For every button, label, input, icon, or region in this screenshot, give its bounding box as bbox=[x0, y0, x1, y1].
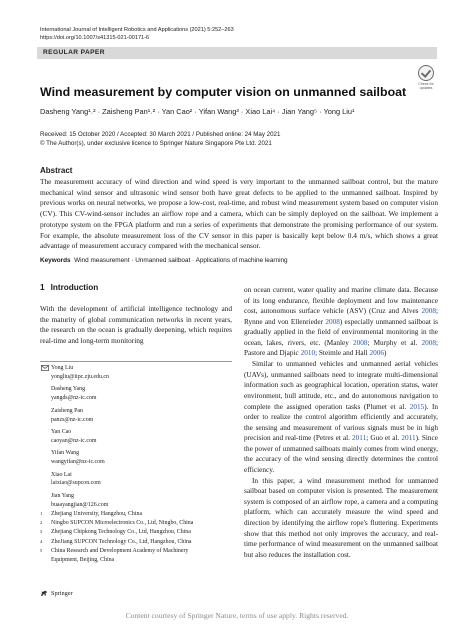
affiliation-item: Equipment, Beijing, China bbox=[51, 557, 115, 564]
author-list: Dasheng Yang¹˒² · Zaisheng Pan¹˒² · Yan Cao² · Yifan Wang³ · Xiao Lai⁴ · Jian Yang⁵ · Yong Liu¹ bbox=[40, 107, 355, 116]
intro-paragraph: With the development of artificial intelligence technology and the maturity of global communication networks in recent years, the research on the ocean is gradually deepening, which requires real-time and long-term monitoring bbox=[40, 304, 232, 346]
contact-name: Jian Yang bbox=[51, 492, 74, 499]
citation-link[interactable]: 2011 bbox=[352, 434, 367, 443]
section-heading-introduction bbox=[40, 283, 98, 292]
citation-link[interactable]: 2015 bbox=[409, 402, 425, 411]
abstract-text: The measurement accuracy of wind direction and wind speed is very important to the unmanned sailboat control, but the mature mechanical wind sensor and ultrasonic wind sensor both have great defects to be applied to the unmanned sailboat. Inspired by previous works on neural networks, we propose a low-cost, real-time, and robust wind measurement system based on computer vision (CV). This CV-wind-sensor includes an airflow rope and a camera, which can be simply deployed on the sailboat. We implement a prototype system on the FPGA platform and run a series of experiments that demonstrate the promising performance of our system. For example, the absolute measurement loss of the CV sensor in this paper is basically kept below 0.4 m/s, which shows a great advantage of measurement accuracy compared with the mechanical sensor. bbox=[40, 177, 438, 251]
affiliation-item: 1 Zhejiang University, Hangzhou, China bbox=[40, 511, 143, 517]
contact-email[interactable]: laixiao@supcon.com bbox=[51, 480, 101, 487]
footnote-divider bbox=[40, 361, 232, 362]
publisher-name: Springer bbox=[51, 590, 73, 597]
contact-email[interactable]: panzs@nz-ic.com bbox=[51, 416, 94, 423]
contact-name: Yan Cao bbox=[51, 428, 72, 435]
article-type-bar bbox=[37, 47, 437, 59]
contact-name: Zaisheng Pan bbox=[51, 407, 83, 414]
keywords-label: Keywords bbox=[40, 257, 71, 264]
contact-name: Xiao Lai bbox=[51, 471, 72, 478]
contact-email[interactable]: caoyan@nz-ic.com bbox=[51, 437, 97, 444]
courtesy-notice: Content courtesy of Springer Nature, terms of use apply. Rights reserved. bbox=[125, 611, 349, 620]
body-paragraph: In this paper, a wind measurement method for unmanned sailboat based on computer vision is presented. The measurement system is composed of an airflow rope, a camera and a computing platform, which can accurately measure the wind speed and direction by identifying the airflow rope's fluttering. Experiments show that this method not only improves the accuracy, and real-time performance of wind measurement on the unmanned sailboat but also reduces the installation cost. bbox=[244, 476, 438, 559]
affiliation-item: 4 ZheJiang SUPCON Technology Co., Ltd, Hangzhou, China bbox=[40, 538, 192, 545]
citation-link[interactable]: 2008 bbox=[421, 307, 436, 316]
article-type-label: REGULAR PAPER bbox=[43, 48, 105, 56]
keywords bbox=[40, 257, 288, 264]
contact-name: Yong Liu bbox=[51, 365, 74, 371]
section-title: Introduction bbox=[50, 283, 99, 292]
body-paragraph: Similar to unmanned vehicles and unmanned aerial vehicles (UAVs), unmanned sailboats need to integrate multi-dimensional information such as geographical location, operation status, water environment, hull attitude, etc., and do autonomous navigation to complete the assigned operation tasks (Plumet et al. 2015). In order to realize the control algorithm efficiently and accurately, the sensing and measurement of various signals must be in high precision and real-time (Petres et al. 2011; Guo et al. 2011). Since the power of unmanned sailboats mainly comes from wind energy, the accuracy of the wind sensing directly determines the control efficiency. bbox=[244, 360, 438, 474]
check-for-updates-label: Check for updates bbox=[418, 82, 434, 90]
affiliation-item: 5 China Research and Development Academy of Machinery bbox=[40, 547, 189, 554]
affiliation-item: 3 Zhejiang Chipkong Technology Co., Ltd, Hangzhou, China bbox=[40, 529, 191, 536]
citation-link[interactable]: 2010 bbox=[300, 349, 316, 358]
journal-citation bbox=[40, 26, 234, 42]
contact-email[interactable]: yongliu@iipc.zju.edu.cn bbox=[51, 373, 109, 380]
citation-link[interactable]: 2008 bbox=[353, 338, 368, 347]
doi-link[interactable]: https://doi.org/10.1007/s41315-021-00171-6 bbox=[40, 35, 150, 41]
contact-email[interactable]: buaayangjian@126.com bbox=[51, 501, 109, 508]
contact-name: Yifan Wang bbox=[51, 450, 80, 457]
body-paragraph: on ocean current, water quality and marine climate data. Because of its long endurance, flexible deployment and low maintenance cost, autonomous surface vehicle (ASV) (Cruz and Alves 2008; Rynne and von Ellenrieder 2008) especially unmanned sailboat is gradually applied in the field of environmental monitoring in the ocean, lakes, rivers, etc. (Manley 2008; Murphy et al. 2008; Pastore and Djapic 2010; Steimle and Hall 2006) bbox=[244, 286, 439, 358]
check-for-updates-icon bbox=[418, 65, 434, 81]
abstract-heading: Abstract bbox=[40, 166, 73, 175]
right-column-body bbox=[244, 285, 438, 560]
corresponding-contacts bbox=[51, 364, 109, 510]
check-for-updates-badge[interactable] bbox=[415, 65, 437, 90]
affiliations bbox=[40, 510, 232, 564]
springer-horse-icon bbox=[40, 590, 48, 597]
publication-dates bbox=[40, 131, 280, 148]
citation-link[interactable]: 2006 bbox=[369, 349, 384, 358]
keywords-text: Wind measurement · Unmanned sailboat · Applications of machine learning bbox=[74, 257, 288, 264]
section-number: 1 bbox=[40, 283, 45, 292]
contact-email[interactable]: wangyifan@nz-ic.com bbox=[51, 459, 105, 466]
journal-line: International Journal of Intelligent Robotics and Applications (2021) 5:252–263 bbox=[40, 27, 234, 33]
contact-email[interactable]: yangds@nz-ic.com bbox=[51, 395, 97, 402]
citation-link[interactable]: 2008 bbox=[421, 338, 436, 347]
contact-name: Dasheng Yang bbox=[51, 386, 86, 393]
citation-link[interactable]: 2011 bbox=[401, 434, 416, 443]
paper-title: Wind measurement by computer vision on unmanned sailboat bbox=[40, 85, 407, 99]
copyright-line: © The Author(s), under exclusive licence to Springer Nature Singapore Pte Ltd. 2021 bbox=[40, 139, 272, 147]
envelope-icon bbox=[41, 365, 49, 371]
affiliation-item: 2 Ningbo SUPCON Microelectronics Co., Ltd, Ningbo, China bbox=[40, 520, 194, 527]
publisher-logo bbox=[40, 590, 73, 597]
received-dates: Received: 15 October 2020 / Accepted: 30 March 2021 / Published online: 24 May 2021 bbox=[40, 131, 281, 138]
citation-link[interactable]: 2008 bbox=[325, 317, 340, 326]
